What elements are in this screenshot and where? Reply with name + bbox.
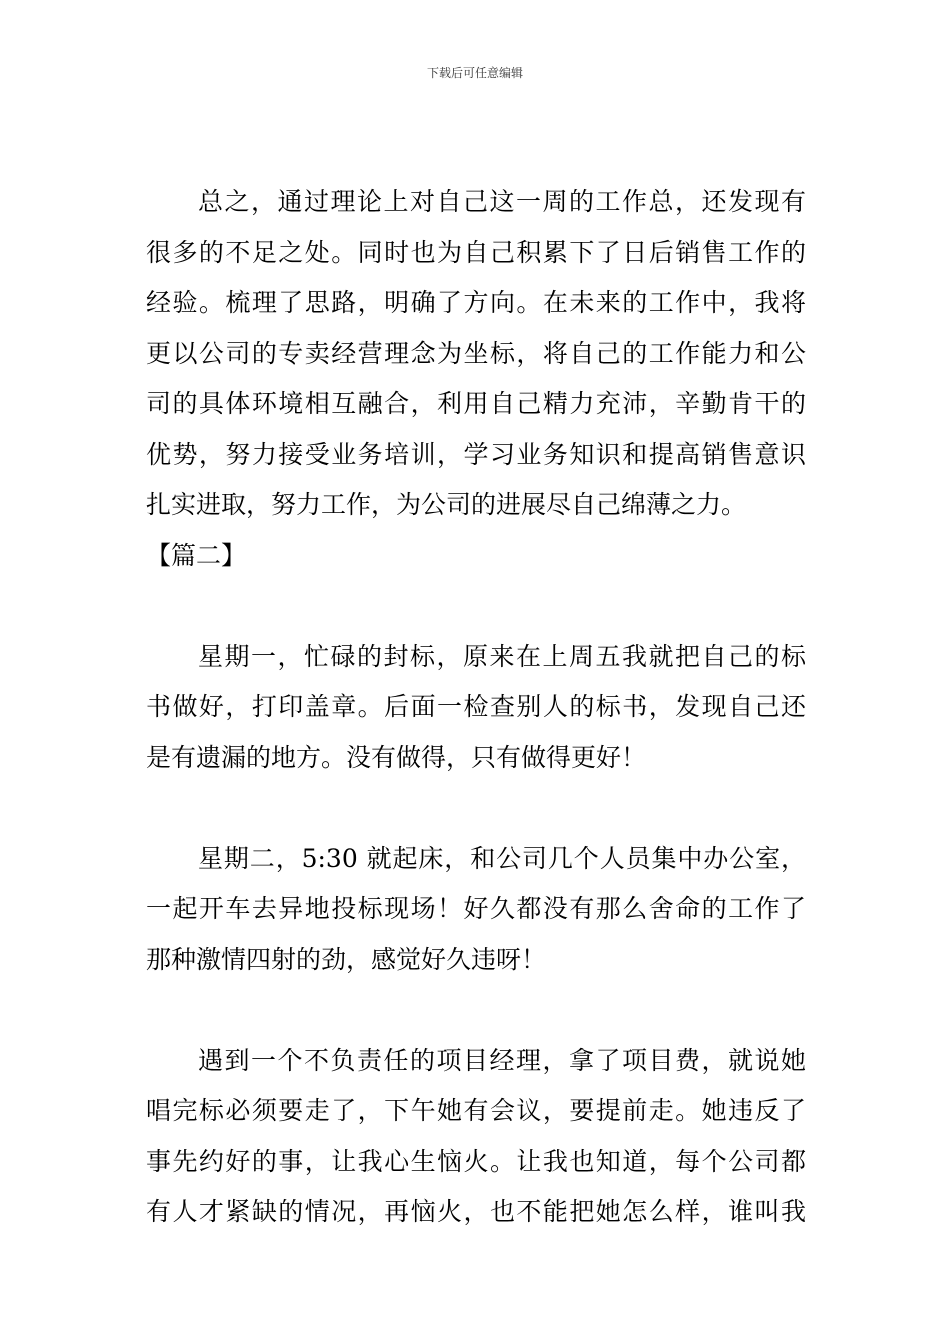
blank-line [146, 783, 806, 834]
section-heading: 【篇二】 [146, 540, 247, 570]
paragraph-line: 更以公司的专卖经营理念为坐标，将自己的工作能力和公 [146, 338, 806, 368]
paragraph-line: 有人才紧缺的情况，再恼火，也不能把她怎么样，谁叫我 [146, 1197, 806, 1226]
paragraph-line: 总之，通过理论上对自己这一周的工作总，还发现有 [198, 187, 806, 216]
paragraph-line: 星期一，忙碌的封标，原来在上周五我就把自己的标 [198, 641, 806, 671]
blank-line [146, 581, 806, 632]
paragraph-line: 那种激情四射的劲，感觉好久违呀！ [146, 944, 547, 974]
paragraph-line: 经验。梳理了思路，明确了方向。在未来的工作中，我将 [146, 288, 806, 317]
page-header: 下载后可任意编辑 [426, 66, 523, 80]
paragraph-line: 扎实进取，努力工作，为公司的进展尽自己绵薄之力。 [146, 490, 747, 519]
paragraph-summary [146, 177, 806, 531]
paragraph-line: 书做好，打印盖章。后面一检查别人的标书，发现自己还 [146, 692, 806, 721]
document-body [146, 177, 806, 1238]
paragraph-line: 星期二，5:30 就起床，和公司几个人员集中办公室， [198, 843, 806, 873]
paragraph-line: 优势，努力接受业务培训，学习业务知识和提高销售意识 [146, 439, 806, 469]
paragraph-project-manager [146, 1036, 806, 1238]
paragraph-tuesday [146, 834, 806, 986]
paragraph-monday [146, 632, 806, 784]
blank-line [146, 985, 806, 1036]
paragraph-line: 唱完标必须要走了，下午她有会议，要提前走。她违反了 [146, 1096, 806, 1125]
paragraph-line: 事先约好的事，让我心生恼火。让我也知道，每个公司都 [146, 1146, 806, 1176]
paragraph-line: 一起开车去异地投标现场！好久都没有那么舍命的工作了 [146, 894, 806, 923]
paragraph-line: 是有遗漏的地方。没有做得，只有做得更好！ [146, 742, 647, 772]
paragraph-line: 遇到一个不负责任的项目经理，拿了项目费，就说她 [198, 1045, 806, 1075]
paragraph-line: 司的具体环境相互融合，利用自己精力充沛，辛勤肯干的 [146, 389, 806, 418]
paragraph-line: 很多的不足之处。同时也为自己积累下了日后销售工作的 [146, 237, 806, 267]
